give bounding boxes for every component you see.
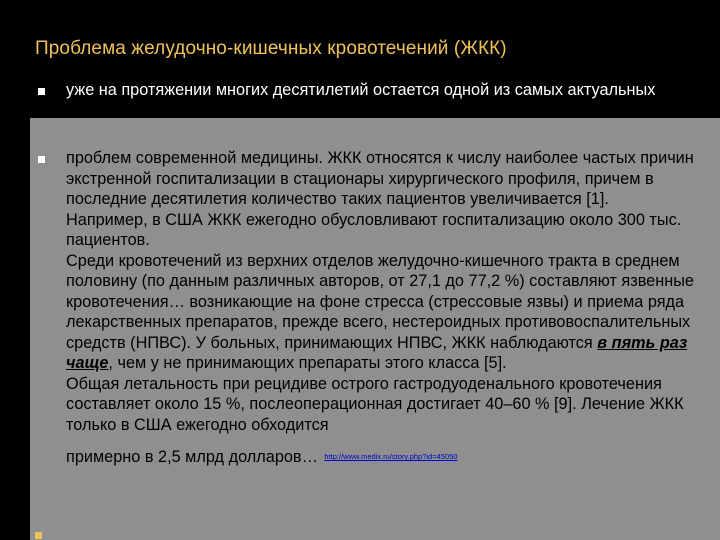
paragraph-2-start: Среди кровотечений из верхних отделов желудочно-кишечного тракта в среднем половину (по данным различных авторов, от 27,1 до 77,2 %) составляют язвенные кровотечения… возникающие на фоне стресса (стрессовые язвы) и приема ряда лекарственных препаратов, прежде всего, нестероидных противовоспалительных средств (НПВС). У больных, принимающих НПВС, ЖКК наблюдаются (66, 251, 694, 352)
bullet-marker-1 (38, 88, 45, 95)
paragraph-4 (66, 447, 457, 468)
paragraph-4-text: примерно в 2,5 млрд долларов… (66, 448, 323, 466)
bullet-marker-2 (38, 156, 45, 163)
paragraph-2 (66, 251, 694, 374)
bullet-text-2 (66, 148, 694, 468)
paragraph-2-end: , чем у не принимающих препараты этого класса [5]. (108, 354, 507, 372)
paragraph-3: Общая летальность при рецидиве острого гастродуоденального кровотечения составляет около 15 %, послеоперационная достигает 40–60 % [9]. Лечение ЖКК только в США ежегодно обходится (66, 374, 684, 434)
bullet-text-1: уже на протяжении многих десятилетий остается одной из самых актуальных (66, 81, 656, 99)
source-link[interactable]: http://www.medix.ru/story.php?id=45050 (324, 452, 458, 462)
paragraph-1: проблем современной медицины. ЖКК относятся к числу наиболее частых причин экстренной госпитализации в стационары хирургического профиля, причем в последние десятилетия количество таких пациентов увеличивается [1]. Например, в США ЖКК ежегодно обусловливают госпитализацию около 300 тыс. пациентов. (66, 149, 694, 249)
slide-title: Проблема желудочно-кишечных кровотечений (ЖКК) (35, 38, 507, 59)
bullet-marker-3 (35, 532, 42, 539)
emphasis-text: в пять раз чаще (66, 333, 688, 372)
